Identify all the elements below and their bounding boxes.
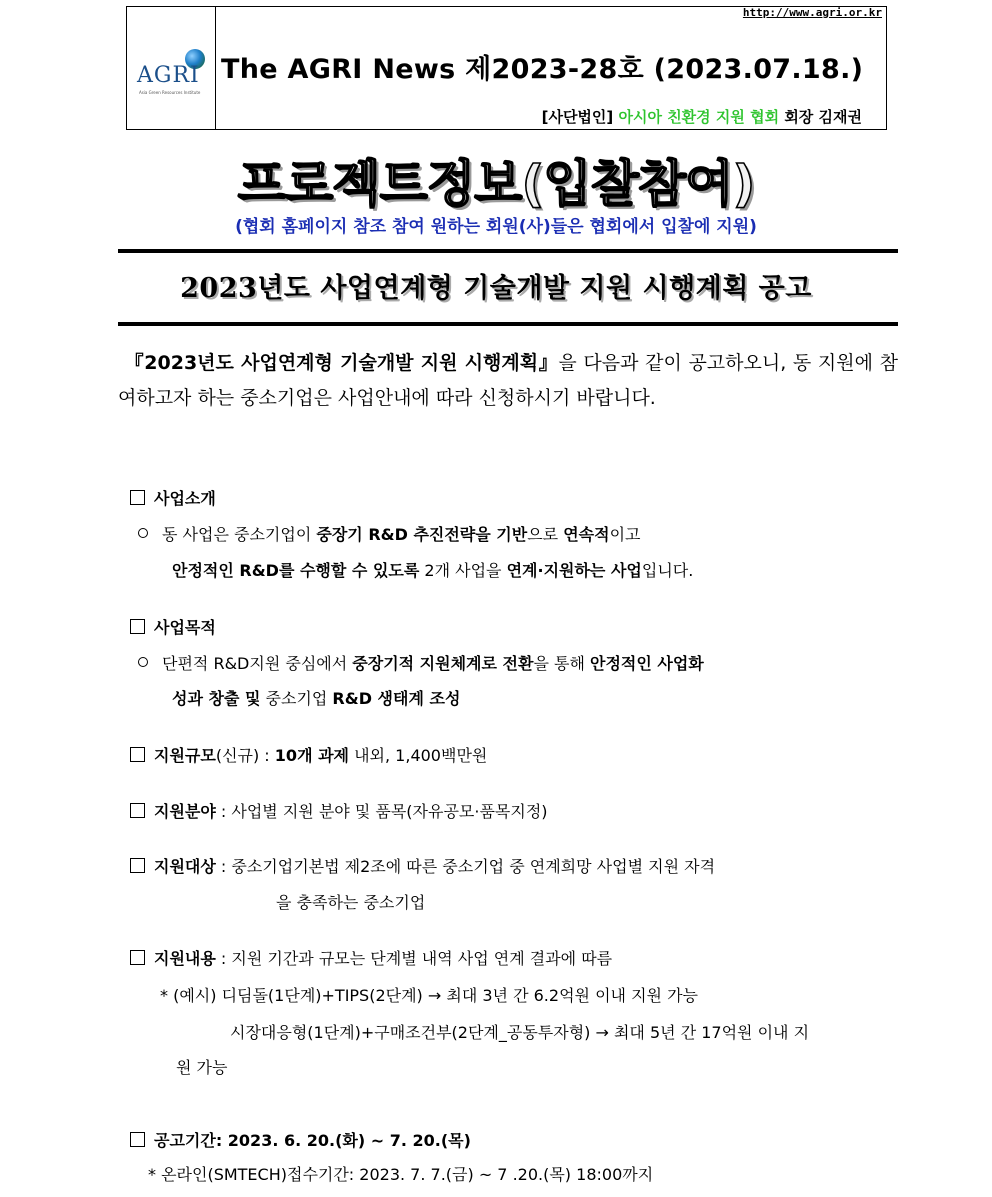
content-example-3: 원 가능 <box>176 1058 228 1077</box>
intro-line-1: 동 사업은 중소기업이 중장기 R&D 추진전략을 기반으로 연속적이고 <box>138 522 641 545</box>
newsletter-title: The AGRI News 제2023-28호 (2023.07.18.) <box>221 54 864 85</box>
assoc-president: 회장 김재권 <box>784 108 862 126</box>
checkbox-icon <box>130 490 145 505</box>
period-note: * 온라인(SMTECH)접수기간: 2023. 7. 7.(금) ~ 7 .20.(목) 18:00까지 <box>148 1165 654 1184</box>
checkbox-icon <box>130 1132 145 1147</box>
section-purpose-title: 사업목적 <box>130 615 216 638</box>
target-line-2: 을 충족하는 중소기업 <box>276 893 426 912</box>
participation-note: (협회 홈페이지 참조 참여 원하는 회원(사)들은 협회에서 입찰에 지원) <box>235 217 757 237</box>
section-target: 지원대상 : 중소기업기본법 제2조에 따른 중소기업 중 연계희망 사업별 지원 자격 <box>130 854 715 877</box>
logo-text: AGRI <box>137 63 200 88</box>
circle-bullet-icon <box>138 657 148 667</box>
purpose-line-2: 성과 창출 및 중소기업 R&D 생태계 조성 <box>172 689 461 708</box>
logo-subtitle: Asia Green Resources Institute <box>139 90 201 95</box>
divider-bottom <box>118 322 898 326</box>
checkbox-icon <box>130 858 145 873</box>
intro-paragraph <box>118 346 898 416</box>
checkbox-icon <box>130 619 145 634</box>
circle-bullet-icon <box>138 528 148 538</box>
checkbox-icon <box>130 803 145 818</box>
section-field: 지원분야 : 사업별 지원 분야 및 품목(자유공모·품목지정) <box>130 799 548 822</box>
homepage-url[interactable]: http://www.agri.or.kr <box>742 6 882 19</box>
content-example-2: 시장대응형(1단계)+구매조건부(2단계_공동투자형) → 최대 5년 간 17억원 이내 지 <box>230 1023 810 1042</box>
newsletter-header <box>126 6 887 130</box>
section-intro-title: 사업소개 <box>130 486 216 509</box>
checkbox-icon <box>130 747 145 762</box>
notice-title: 2023년도 사업연계형 기술개발 지원 시행계획 공고 <box>180 273 812 304</box>
checkbox-icon <box>130 950 145 965</box>
association-line <box>542 106 862 127</box>
divider-top <box>118 249 898 253</box>
intro-bold: 『2023년도 사업연계형 기술개발 지원 시행계획』 <box>124 352 559 374</box>
content-example-1: * (예시) 디딤돌(1단계)+TIPS(2단계) → 최대 3년 간 6.2억원 이내 지원 가능 <box>160 986 698 1005</box>
assoc-prefix: [사단법인] <box>541 108 614 126</box>
intro-rest: 을 다음과 같이 공고하오니, 동 지원에 참여하고자 하는 중소기업은 사업안내에 따라 신청하시기 바랍니다. <box>118 352 899 409</box>
section-scale: 지원규모(신규) : 10개 과제 내외, 1,400백만원 <box>130 743 487 766</box>
assoc-name: 아시아 친환경 지원 협회 <box>618 108 780 126</box>
section-period: 공고기간: 2023. 6. 20.(화) ~ 7. 20.(목) <box>130 1128 471 1151</box>
agri-logo <box>127 7 216 129</box>
project-info-heading: 프로젝트정보(입찰참여) <box>237 155 755 213</box>
intro-line-2: 안정적인 R&D를 수행할 수 있도록 2개 사업을 연계·지원하는 사업입니다. <box>172 561 694 580</box>
purpose-line-1: 단편적 R&D지원 중심에서 중장기적 지원체계로 전환을 통해 안정적인 사업화 <box>138 651 704 674</box>
section-content: 지원내용 : 지원 기간과 규모는 단계별 내역 사업 연계 결과에 따름 <box>130 946 612 969</box>
